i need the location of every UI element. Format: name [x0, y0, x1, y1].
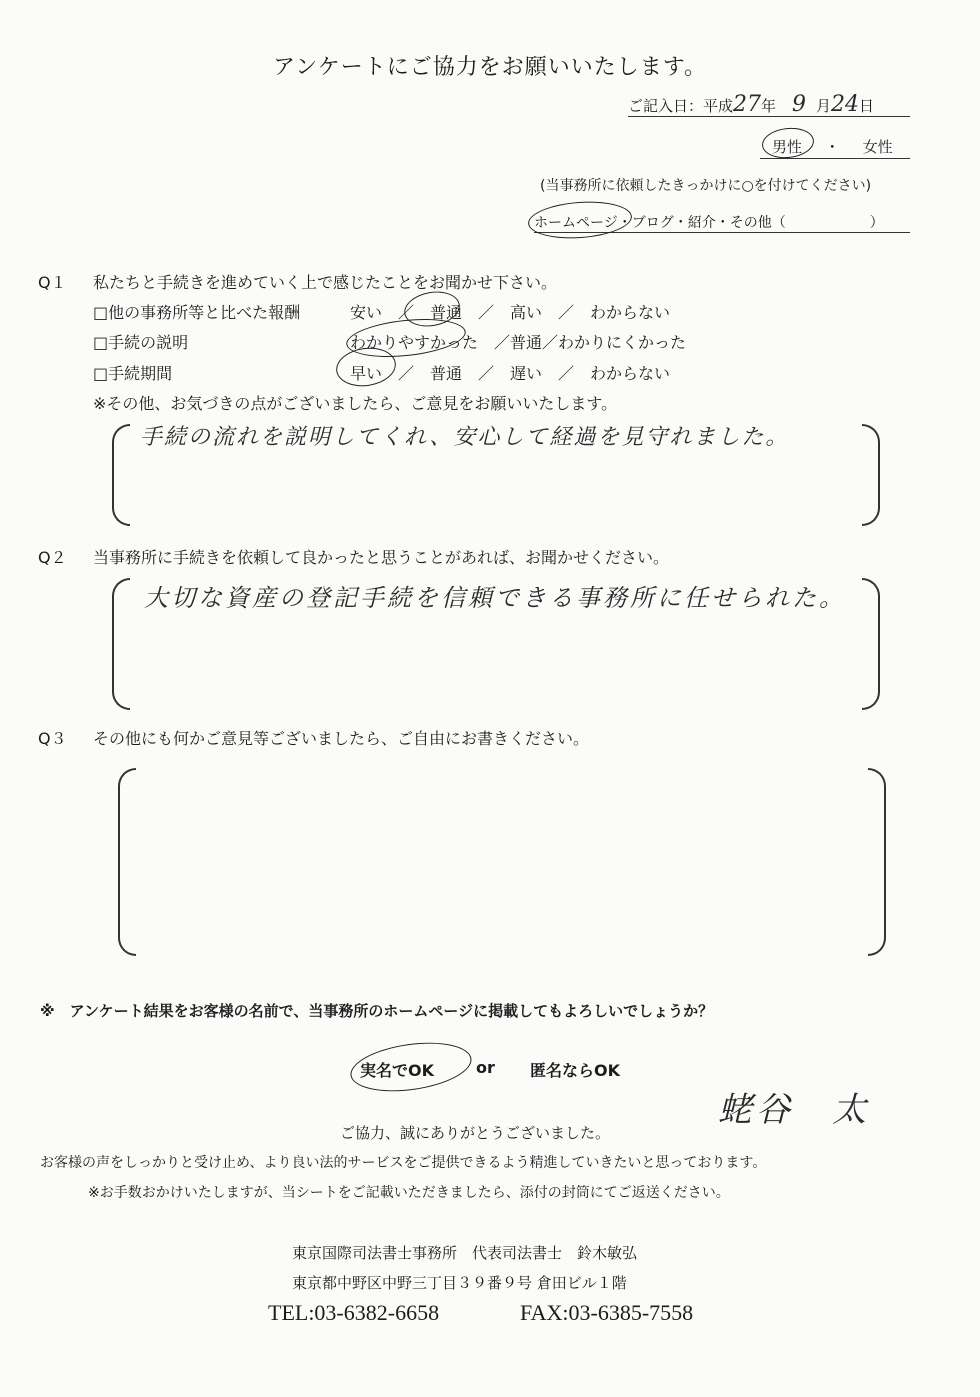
- office-fax: FAX:03-6385-7558: [520, 1300, 694, 1325]
- gender-male: 男性: [772, 138, 803, 156]
- date-month: 9: [792, 92, 807, 117]
- q1-row2-options: わかりやすかった ／普通／わかりにくかった: [350, 333, 687, 352]
- q1-row2-label: □手続の説明: [93, 333, 189, 352]
- gender-female: 女性: [862, 138, 893, 156]
- publish-real-name-option: 実名でOK: [360, 1061, 435, 1080]
- date-underline: [628, 116, 910, 117]
- q1-box-right: [862, 424, 880, 526]
- page-title: アンケートにご協力をお願いいたします。: [273, 55, 707, 80]
- trigger-note: (当事務所に依頼したきっかけに○を付けてください): [540, 178, 872, 194]
- q2-box-right: [862, 578, 880, 710]
- q3-text: その他にも何かご意見等ございましたら、ご自由にお書きください。: [93, 729, 590, 748]
- date-day: 24: [831, 92, 860, 117]
- q1-box-left: [112, 424, 130, 526]
- date-year: 27: [733, 92, 762, 117]
- q3-number: Q３: [38, 729, 67, 748]
- q2-answer: 大切な資産の登記手続を信頼できる事務所に任せられた。: [144, 584, 846, 612]
- q1-row3-label: □手続期間: [93, 364, 173, 383]
- trigger-homepage-circle: [527, 198, 633, 241]
- date-month-unit: 月: [816, 97, 832, 115]
- q1-text: 私たちと手続きを進めていく上で感じたことをお聞かせ下さい。: [93, 273, 558, 292]
- q2-box-left: [112, 578, 130, 710]
- q1-row1-options: 安い ／ 普通 ／ 高い ／ わからない: [350, 303, 671, 322]
- gender-separator: ・: [824, 138, 840, 156]
- closing-message: お客様の声をしっかりと受け止め、より良い法的サービスをご提供できるよう精進していきたいと思っております。: [40, 1155, 767, 1171]
- q1-row3-options: 早い ／ 普通 ／ 遅い ／ わからない: [350, 364, 671, 383]
- date-year-unit: 年: [761, 97, 777, 115]
- signature: 蛯谷 太: [718, 1090, 870, 1130]
- publish-question: ※ アンケート結果をお客様の名前で、当事務所のホームページに掲載してもよろしいでしょうか？: [40, 1002, 714, 1020]
- q2-text: 当事務所に手続きを依頼して良かったと思うことがあれば、お聞かせください。: [93, 548, 670, 567]
- date-day-unit: 日: [859, 97, 875, 115]
- office-address: 東京都中野区中野三丁目３９番９号 倉田ビル１階: [292, 1274, 627, 1292]
- publish-anonymous-option: 匿名ならOK: [530, 1061, 621, 1080]
- closing-return-note: ※お手数おかけいたしますが、当シートをご記載いただきましたら、添付の封筒にてご返送ください。: [88, 1185, 730, 1201]
- date-label: ご記入日：平成: [628, 97, 734, 115]
- q1-row1-label: □他の事務所等と比べた報酬: [93, 303, 301, 322]
- q3-box-right: [868, 768, 886, 956]
- q3-box-left: [118, 768, 136, 956]
- q1-other-prompt: ※その他、お気づきの点がございましたら、ご意見をお願いいたします。: [93, 394, 618, 413]
- q1-answer: 手続の流れを説明してくれ、安心して経過を見守れました。: [140, 425, 790, 450]
- publish-real-name-circle: [347, 1036, 474, 1099]
- trigger-options: ホームページ・ブログ・紹介・その他（ ）: [534, 215, 884, 231]
- publish-or: or: [476, 1058, 495, 1077]
- office-tel: TEL:03-6382-6658: [268, 1300, 440, 1325]
- q1-number: Q１: [38, 273, 67, 292]
- office-name: 東京国際司法書士事務所 代表司法書士 鈴木敏弘: [292, 1244, 638, 1262]
- date-line: [628, 92, 874, 117]
- closing-thanks: ご協力、誠にありがとうございました。: [340, 1124, 611, 1142]
- q2-number: Q２: [38, 548, 67, 567]
